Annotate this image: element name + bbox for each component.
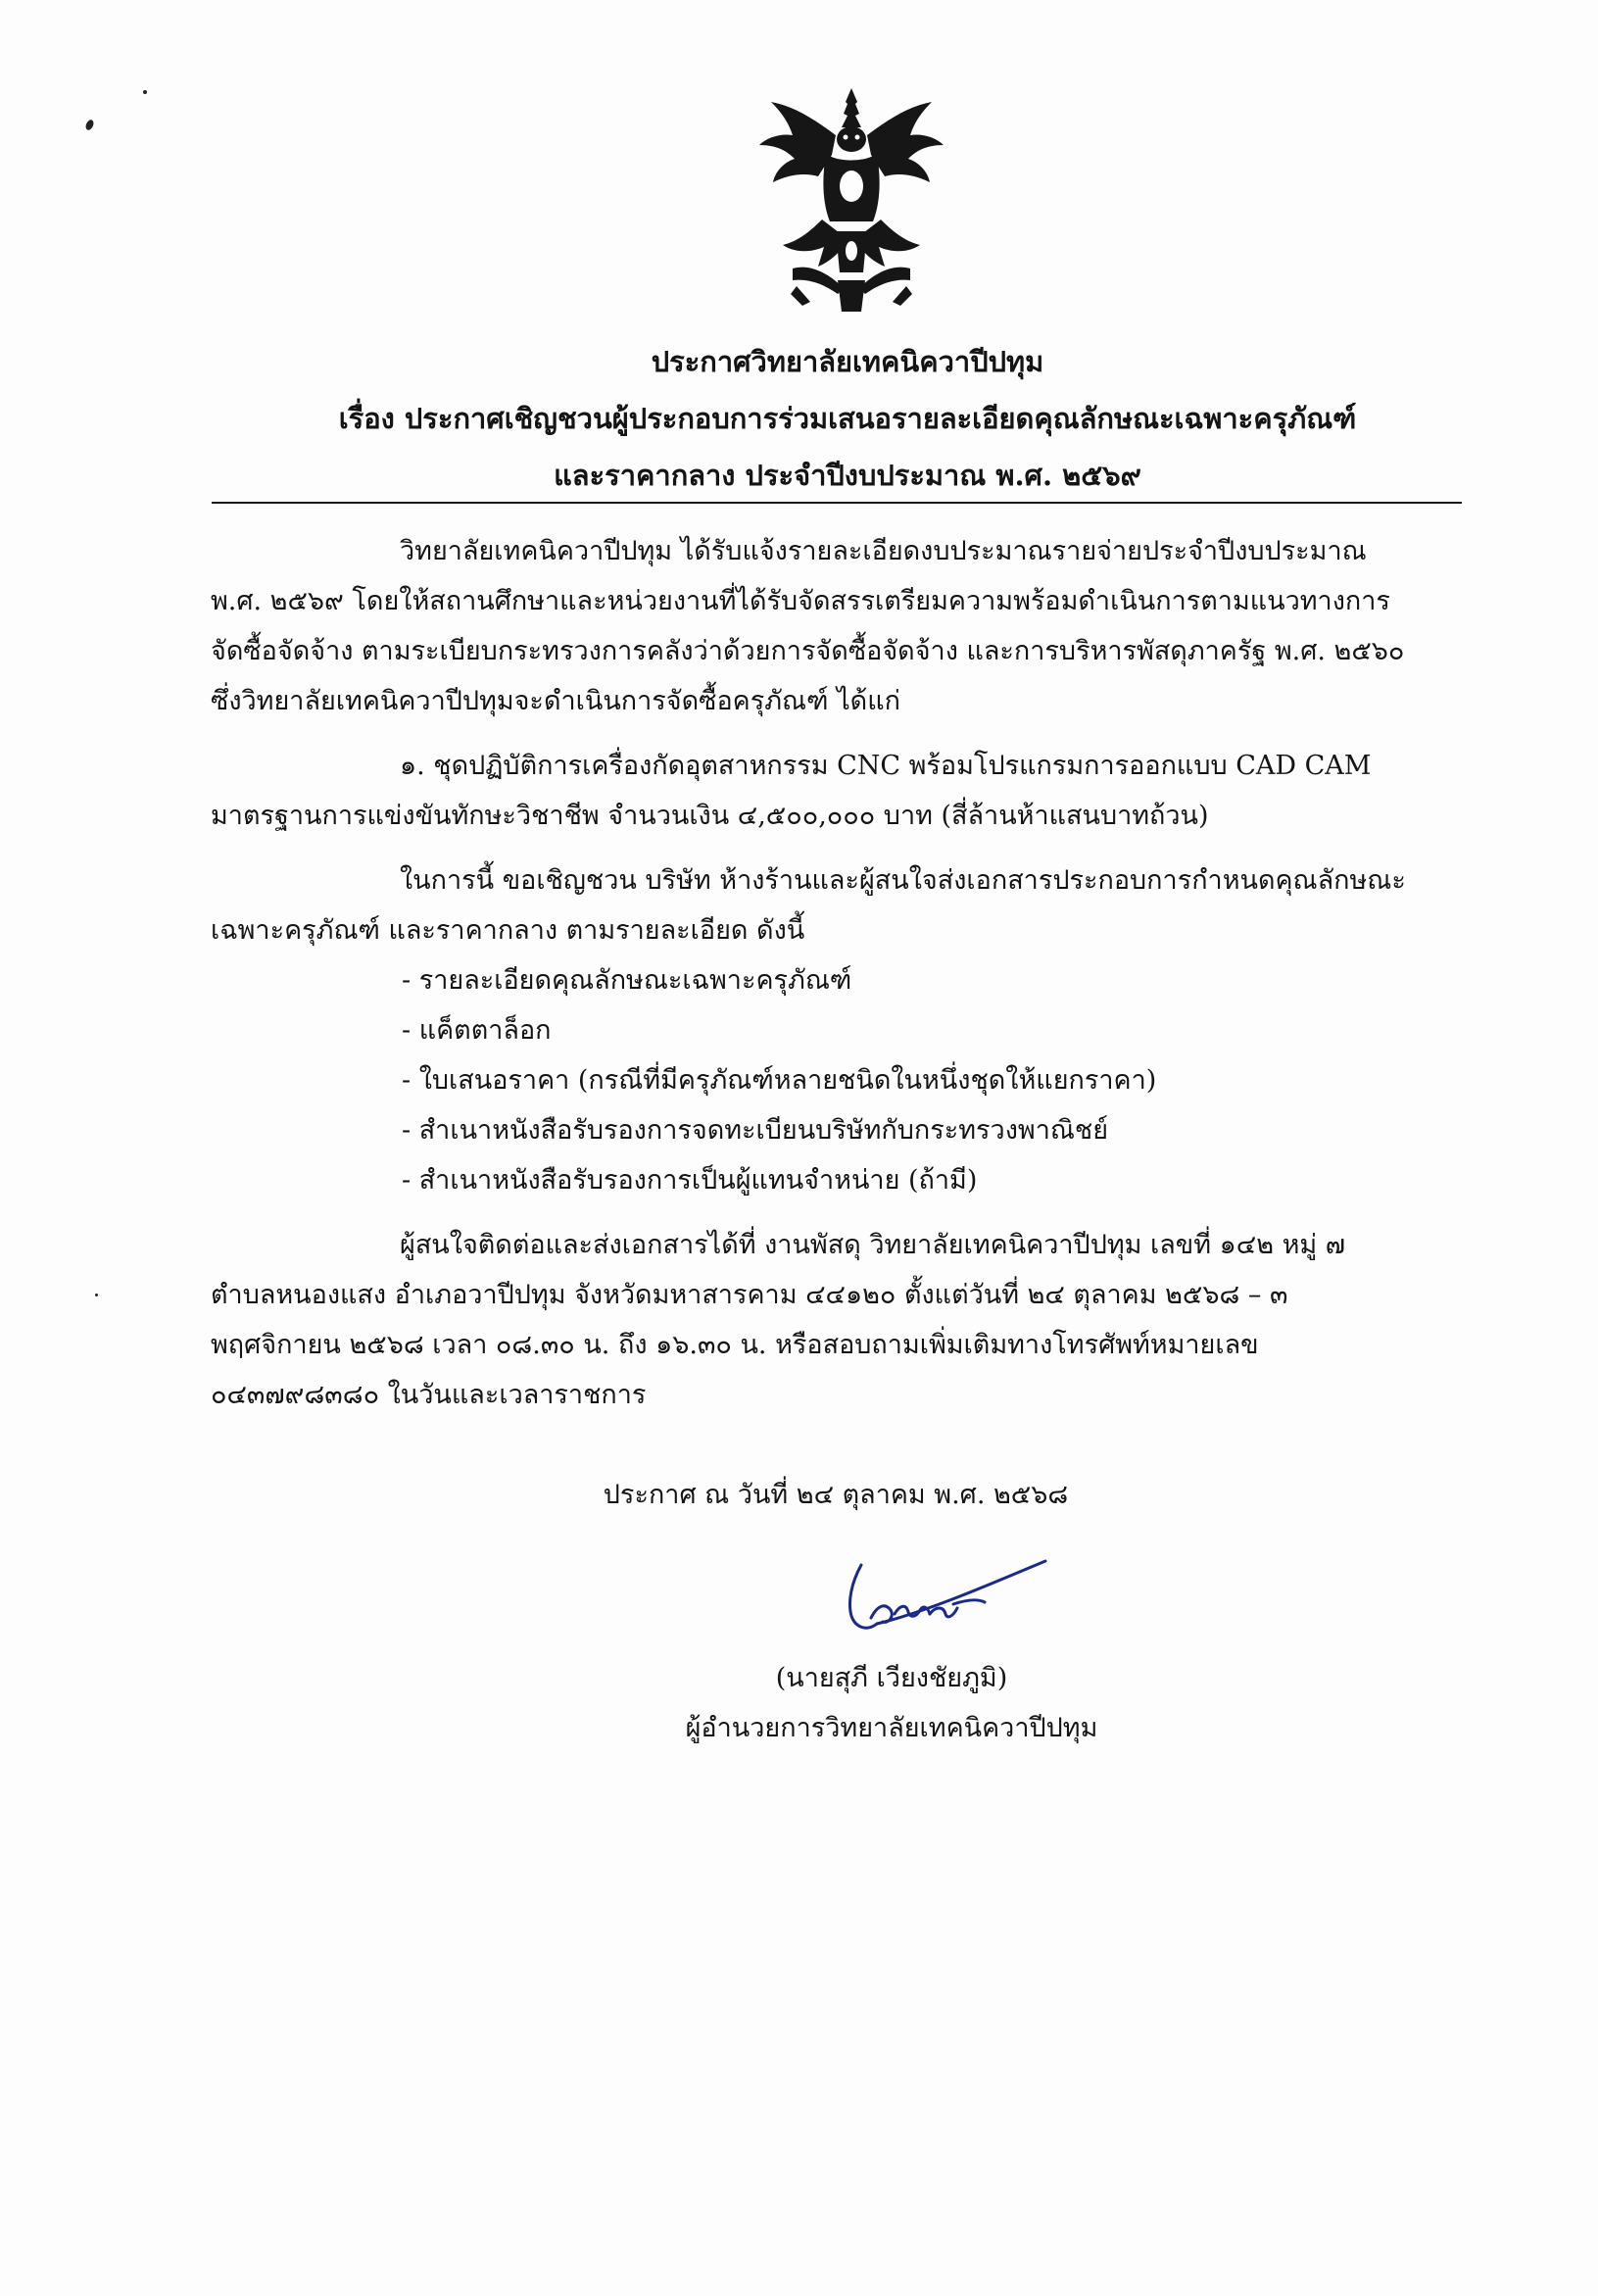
garuda-emblem <box>752 84 950 316</box>
paragraph-line: ซึ่งวิทยาลัยเทคนิควาปีปทุมจะดำเนินการจัดซื้อครุภัณฑ์ ได้แก่ <box>211 686 900 716</box>
announce-date: ประกาศ ณ วันที่ ๒๔ ตุลาคม พ.ศ. ๒๕๖๘ <box>603 1480 1069 1510</box>
signature-image <box>838 1553 1063 1651</box>
signer-title: ผู้อำนวยการวิทยาลัยเทคนิควาปีปทุม <box>685 1713 1098 1743</box>
paragraph-line: วิทยาลัยเทคนิควาปีปทุม ได้รับแจ้งรายละเอียดงบประมาณรายจ่ายประจำปีงบประมาณ <box>400 536 1367 566</box>
scan-speck <box>84 119 95 131</box>
scan-speck <box>95 1294 98 1296</box>
scan-speck <box>143 90 147 94</box>
title-divider <box>212 502 1462 504</box>
item-line: ๑. ชุดปฏิบัติการเครื่องกัดอุตสาหกรรม CNC พร้อมโปรแกรมการออกแบบ CAD CAM <box>400 751 1372 781</box>
paragraph-line: เฉพาะครุภัณฑ์ และราคากลาง ตามรายละเอียด ดังนี้ <box>211 915 805 946</box>
title-subject-line: เรื่อง ประกาศเชิญชวนผู้ประกอบการร่วมเสนอรายละเอียดคุณลักษณะเฉพาะครุภัณฑ์ <box>338 402 1357 435</box>
document-list-item: - สำเนาหนังสือรับรองการเป็นผู้แทนจำหน่าย (ถ้ามี) <box>402 1165 978 1196</box>
paragraph-line: ในการนี้ ขอเชิญชวน บริษัท ห้างร้านและผู้สนใจส่งเอกสารประกอบการกำหนดคุณลักษณะ <box>400 865 1406 896</box>
paragraph-line: ผู้สนใจติดต่อและส่งเอกสารได้ที่ งานพัสดุ วิทยาลัยเทคนิควาปีปทุม เลขที่ ๑๔๒ หมู่ ๗ <box>400 1230 1346 1260</box>
paragraph-line: พฤศจิกายน ๒๕๖๘ เวลา ๐๘.๓๐ น. ถึง ๑๖.๓๐ น. หรือสอบถามเพิ่มเติมทางโทรศัพท์หมายเลข <box>211 1330 1259 1360</box>
paragraph-line: ตำบลหนองแสง อำเภอวาปีปทุม จังหวัดมหาสารคาม ๔๔๑๒๐ ตั้งแต่วันที่ ๒๔ ตุลาคม ๒๕๖๘ – ๓ <box>211 1280 1288 1310</box>
paragraph-line: จัดซื้อจัดจ้าง ตามระเบียบกระทรวงการคลังว่าด้วยการจัดซื้อจัดจ้าง และการบริหารพัสดุภาครัฐ พ.ศ. ๒๕๖๐ <box>211 636 1405 666</box>
announcement-title <box>211 333 1484 504</box>
document-list-item: - รายละเอียดคุณลักษณะเฉพาะครุภัณฑ์ <box>402 965 852 996</box>
paragraph-line: ๐๔๓๗๙๘๓๘๐ ในวันและเวลาราชการ <box>211 1380 647 1410</box>
document-list-item: - ใบเสนอราคา (กรณีที่มีครุภัณฑ์หลายชนิดในหนึ่งชุดให้แยกราคา) <box>402 1065 1157 1096</box>
title-line: ประกาศวิทยาลัยเทคนิควาปีปทุม <box>651 345 1044 378</box>
signer-name: (นายสุภี เวียงชัยภูมิ) <box>775 1663 1008 1693</box>
document-list-item: - สำเนาหนังสือรับรองการจดทะเบียนบริษัทกับกระทรวงพาณิชย์ <box>402 1115 1109 1146</box>
title-subject-line: และราคากลาง ประจำปีงบประมาณ พ.ศ. ๒๕๖๙ <box>554 459 1141 492</box>
paragraph-line: พ.ศ. ๒๕๖๙ โดยให้สถานศึกษาและหน่วยงานที่ได้รับจัดสรรเตรียมความพร้อมดำเนินการตามแนวทางการ <box>211 586 1390 616</box>
document-list-item: - แค็ตตาล็อก <box>402 1015 552 1046</box>
item-line: มาตรฐานการแข่งขันทักษะวิชาชีพ จำนวนเงิน ๔,๕๐๐,๐๐๐ บาท (สี่ล้านห้าแสนบาทถ้วน) <box>211 801 1209 831</box>
